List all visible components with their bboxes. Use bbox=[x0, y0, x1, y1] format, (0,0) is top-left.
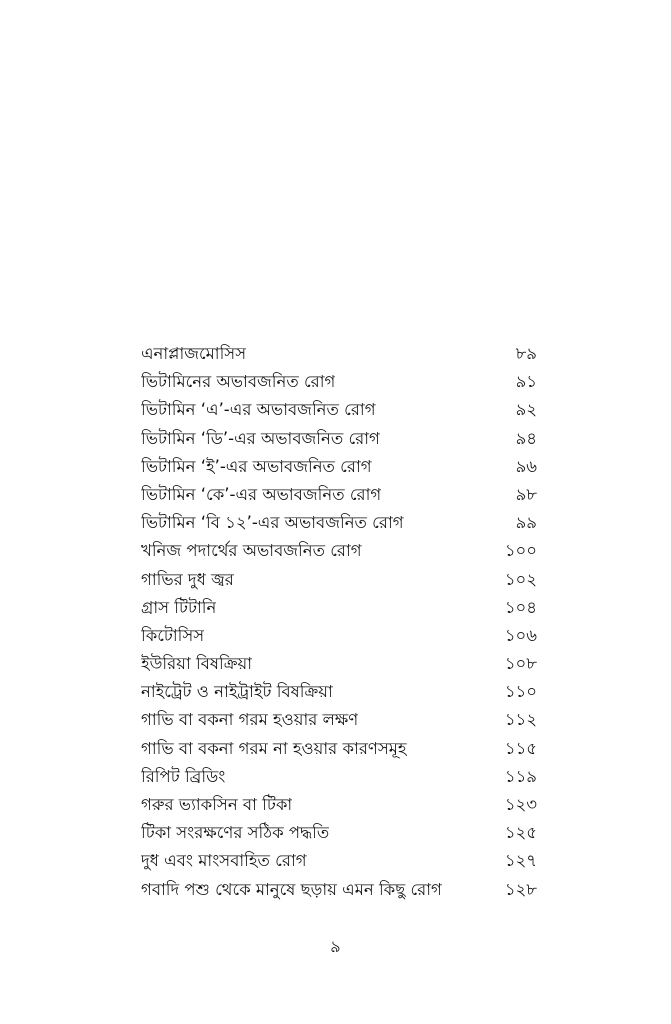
toc-entry-title: গরুর ভ্যাকসিন বা টিকা bbox=[141, 795, 293, 814]
page-number: ৯ bbox=[330, 937, 341, 956]
toc-entry-page: ৯২ bbox=[515, 400, 537, 420]
toc-entry bbox=[141, 425, 537, 453]
toc-entry-title: রিপিট ব্রিডিং bbox=[141, 766, 226, 786]
toc-entry-page: ১০৬ bbox=[504, 625, 537, 645]
toc-entry-page: ১০৮ bbox=[504, 654, 537, 674]
toc-entry-page: ১১০ bbox=[504, 682, 537, 702]
toc-entry-page: ১১৯ bbox=[504, 766, 537, 786]
toc-entry bbox=[141, 763, 537, 791]
toc-entry-title: গাভি বা বকনা গরম না হওয়ার কারণসমূহ bbox=[141, 738, 407, 758]
toc-entry-page: ১২৩ bbox=[504, 795, 537, 814]
toc-entry-page: ৮৯ bbox=[515, 344, 537, 363]
toc-entry-page: ৯৪ bbox=[515, 428, 537, 448]
toc-entry-title: টিকা সংরক্ষণের সঠিক পদ্ধতি bbox=[141, 823, 330, 843]
toc-entry-page: ৯৮ bbox=[515, 484, 537, 504]
toc-entry-title: দুধ এবং মাংসবাহিত রোগ bbox=[141, 851, 307, 871]
toc-entry bbox=[141, 509, 537, 537]
toc-entry bbox=[141, 481, 537, 509]
toc-entry-title: ভিটামিন ‘কে’-এর অভাবজনিত রোগ bbox=[141, 484, 382, 504]
toc-entry bbox=[141, 706, 537, 734]
toc-entry bbox=[141, 340, 537, 368]
toc-entry-title: কিটোসিস bbox=[141, 625, 205, 645]
toc-entry-title: গাভির দুধ জ্বর bbox=[141, 569, 234, 589]
toc-entry-title: এনাপ্লাজমোসিস bbox=[141, 344, 247, 363]
toc-entry bbox=[141, 678, 537, 706]
toc-entry-page: ৯৬ bbox=[515, 456, 537, 476]
toc-entry bbox=[141, 453, 537, 481]
toc-entry-title: নাইট্রেট ও নাইট্রাইট বিষক্রিয়া bbox=[141, 682, 333, 702]
toc-entry-title: গবাদি পশু থেকে মানুষে ছড়ায় এমন কিছু রোগ bbox=[141, 879, 442, 899]
toc-entry bbox=[141, 566, 537, 594]
toc-entry-page: ১০৪ bbox=[504, 597, 537, 617]
toc-entry bbox=[141, 819, 537, 847]
toc-entry-page: ১০২ bbox=[504, 569, 537, 589]
toc-entry bbox=[141, 368, 537, 396]
toc-entry-title: ভিটামিন ‘ই’-এর অভাবজনিত রোগ bbox=[141, 456, 372, 476]
toc-entry-page: ১২৫ bbox=[504, 823, 537, 843]
toc-entry bbox=[141, 650, 537, 678]
toc-entry-title: ভিটামিন ‘এ’-এর অভাবজনিত রোগ bbox=[141, 400, 376, 420]
toc-entry-page: ১২৭ bbox=[504, 851, 537, 871]
toc-entry-page: ১১২ bbox=[504, 710, 537, 730]
table-of-contents bbox=[141, 340, 537, 904]
toc-entry-title: ভিটামিন ‘বি ১২’-এর অভাবজনিত রোগ bbox=[141, 513, 404, 533]
toc-entry bbox=[141, 622, 537, 650]
toc-entry-page: ১২৮ bbox=[504, 879, 537, 899]
toc-entry-title: ভিটামিন ‘ডি’-এর অভাবজনিত রোগ bbox=[141, 428, 380, 448]
toc-entry bbox=[141, 537, 537, 565]
toc-entry-title: ইউরিয়া বিষক্রিয়া bbox=[141, 654, 253, 674]
toc-entry-title: গ্রাস টিটানি bbox=[141, 597, 217, 617]
toc-entry-page: ১১৫ bbox=[504, 738, 537, 758]
toc-entry bbox=[141, 791, 537, 819]
toc-entry-title: গাভি বা বকনা গরম হওয়ার লক্ষণ bbox=[141, 710, 359, 730]
toc-entry-page: ৯৯ bbox=[515, 513, 537, 533]
toc-entry bbox=[141, 396, 537, 424]
toc-entry-page: ৯১ bbox=[515, 372, 537, 392]
toc-entry bbox=[141, 847, 537, 875]
toc-entry bbox=[141, 735, 537, 763]
toc-entry-title: ভিটামিনের অভাবজনিত রোগ bbox=[141, 372, 336, 392]
toc-entry bbox=[141, 876, 537, 904]
toc-entry bbox=[141, 594, 537, 622]
toc-entry-title: খনিজ পদার্থের অভাবজনিত রোগ bbox=[141, 541, 362, 561]
toc-entry-page: ১০০ bbox=[504, 541, 537, 561]
